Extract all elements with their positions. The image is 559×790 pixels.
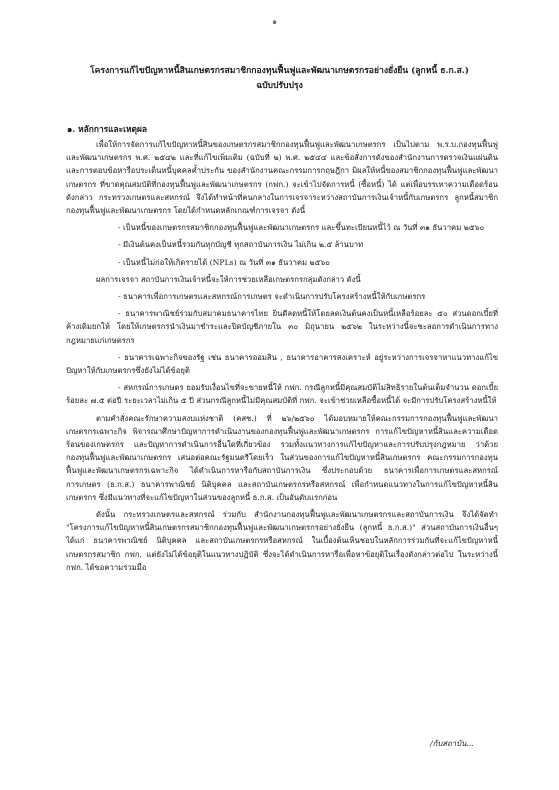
- result-item: - สหกรณ์การเกษตร ยอมรับเงื่อนไขที่จะขายหนี้ให้ กฟก. กรณีลูกหนี้มีคุณสมบัติไม่สิทธิรายในต้นเต็มจำนวน ดอกเบี้ยร้อยละ ๗.๕ ต่อปี ระยะเวลาไม่เกิน ๕ ปี ส่วนกรณีลูกหนี้ไม่มีคุณสมบัติที่ กฟก. จะเข้าช่วยเหลือซื้อหนี้ได้ จะมีการปรับโครงสร้างหนี้ให้: [66, 383, 498, 406]
- paragraph: ตามคำสั่งคณะรักษาความสงบแห่งชาติ (คสช.) ที่ ๒๖/๒๕๖๐ ได้มอบหมายให้คณะกรรมการกองทุนฟื้นฟูและพัฒนาเกษตรกรเฉพาะกิจ พิจารณาศึกษาปัญหาการดำเนินงานของกองทุนฟื้นฟูและพัฒนาเกษตรกร การแก้ไขปัญหาหนี้สินและความเดือดร้อนของเกษตรกร และปัญหาการดำเนินการอื่นใดที่เกี่ยวข้อง รวมทั้งแนวทางการแก้ไขปัญหาและการปรับปรุงกฎหมาย ว่าด้วยกองทุนฟื้นฟูและพัฒนาเกษตรกร เสนอต่อคณะรัฐมนตรีโดยเร็ว ในส่วนของการแก้ไขปัญหาหนี้สินเกษตรกร คณะกรรมการกองทุนฟื้นฟูและพัฒนาเกษตรกรเฉพาะกิจ ได้ดำเนินการหารือกับสถาบันการเงิน ซึ่งประกอบด้วย ธนาคารเพื่อการเกษตรและสหกรณ์การเกษตร (ธ.ก.ส.) ธนาคารพาณิชย์ นิติบุคคล และสถาบันเกษตรกรหรือสหกรณ์ เพื่อกำหนดแนวทางในการแก้ไขปัญหาหนี้สินเกษตรกร ซึ่งมีแนวทางที่จะแก้ไขปัญหาในส่วนของลูกหนี้ ธ.ก.ส. เป็นอันดับแรกก่อน: [66, 413, 498, 502]
- section-heading: ๑. หลักการและเหตุผล: [67, 124, 148, 134]
- page-mark: ๑: [272, 17, 278, 26]
- criteria-item: - มีเงินต้นคงเป็นหนี้รวมกันทุกบัญชี ทุกสถาบันการเงิน ไม่เกิน ๒.๕ ล้านบาท: [118, 240, 364, 250]
- paragraph: เพื่อให้การจัดการแก้ไขปัญหาหนี้สินของเกษตรกรสมาชิกกองทุนฟื้นฟูและพัฒนาเกษตรกร เป็นไปตาม พ.ร.บ.กองทุนฟื้นฟูและพัฒนาเกษตรกร พ.ศ. ๒๕๔๒ และที่แก้ไขเพิ่มเติม (ฉบับที่ ๒) พ.ศ. ๒๕๔๔ และข้อสั่งการดังของสำนักงานการตรวจเงินแผ่นดิน และการตอบข้อหารือประเด็นหนี้บุคคลค้ำประกัน ของสำนักงานคณะกรรมการกฤษฎีกา มิผลให้หนี้ของสมาชิกกองทุนฟื้นฟูและพัฒนาเกษตรกร ที่ขาดคุณสมบัติที่กองทุนฟื้นฟูและพัฒนาเกษตรกร (กฟก.) จะเข้าไปจัดการหนี้ (ซื้อหนี้) ได้ แต่เพื่อบรรเทาความเดือดร้อนดังกล่าว กระทรวงเกษตรและสหกรณ์ จึงได้ทำหน้าที่คนกลางในการเจรจาระหว่างสถาบันการเงินเจ้าหนี้กับเกษตรกร ลูกหนี้สมาชิกกองทุนฟื้นฟูและพัฒนาเกษตรกร โดยได้กำหนดหลักเกณฑ์การเจรจา ดังนี้: [66, 140, 498, 216]
- paragraph: ดังนั้น กระทรวงเกษตรและสหกรณ์ ร่วมกับ สำนักงานกองทุนฟื้นฟูและพัฒนาเกษตรกรและสถาบันการเงิน จึงได้จัดทำ "โครงการแก้ไขปัญหาหนี้สินเกษตรกรสมาชิกกองทุนฟื้นฟูและพัฒนาเกษตรกรอย่างยั่งยืน (ลูกหนี้ ธ.ก.ส.)" ส่วนสถาบันการเงินอื่นๆ ได้แก่ ธนาคารพาณิชย์ นิติบุคคล และสถาบันเกษตรกรหรือสหกรณ์ ในเบื้องต้นเห็นชอบในหลักการร่วมกันที่จะแก้ไขปัญหาหนี้เกษตรกรสมาชิก กฟก. แต่ยังไม่ได้ข้อยุติในแนวทางปฏิบัติ ซึ่งจะได้ดำเนินการหารือเพื่อหาข้อยุติในเรื่องดังกล่าวต่อไป ในระหว่างนี้ กฟก. ได้ขอความร่วมมือ: [66, 510, 498, 572]
- result-item: - ธนาคารเพื่อการเกษตรและสหกรณ์การเกษตร จะดำเนินการปรับโครงสร้างหนี้ให้กับเกษตรกร: [118, 292, 426, 302]
- result-item: - ธนาคารพาณิชย์ร่วมกับสมาคมธนาคารไทย ยินดีลดหนี้ให้โดยลดเงินต้นคงเป็นหนี้เหลือร้อยละ ๕๐ ส่วนดอกเบี้ยที่ค้างเดิมยกให้ โดยให้เกษตรกรนำเงินมาชำระและปิดบัญชีภายใน ๓๐ มิถุนายน ๒๕๖๒ ในระหว่างนี้จะชะลอการดำเนินการทางกฎหมายแก่เกษตรกร: [66, 309, 498, 345]
- paragraph: ผลการเจรจา สถาบันการเงินเจ้าหนี้จะให้การช่วยเหลือเกษตรกรกลุ่มดังกล่าว ดังนี้: [96, 274, 361, 284]
- document-title: โครงการแก้ไขปัญหาหนี้สินเกษตรกรสมาชิกกองทุนฟื้นฟูและพัฒนาเกษตรกรอย่างยั่งยืน (ลูกหนี้ ธ.ก.ส.): [90, 66, 469, 76]
- criteria-item: - เป็นหนี้ไม่ก่อให้เกิดรายได้ (NPLs) ณ วันที่ ๓๑ ธันวาคม ๒๕๖๐: [118, 257, 330, 267]
- document-subtitle: ฉบับปรับปรุง: [256, 81, 303, 91]
- continuation-note: /กับสถาบัน...: [430, 739, 474, 748]
- document-body: [66, 138, 498, 578]
- criteria-item: - เป็นหนี้ของเกษตรกรสมาชิกกองทุนฟื้นฟูและพัฒนาเกษตรกร และขึ้นทะเบียนหนี้ไว้ ณ วันที่ ๓๑ ธันวาคม ๒๕๖๐: [118, 223, 485, 233]
- result-item: - ธนาคารเฉพาะกิจของรัฐ เช่น ธนาคารออมสิน , ธนาคารอาคารสงเคราะห์ อยู่ระหว่างการเจรจาหาแนวทางแก้ไขปัญหาให้กับเกษตรกรซึ่งยังไม่ได้ข้อยุติ: [66, 352, 498, 376]
